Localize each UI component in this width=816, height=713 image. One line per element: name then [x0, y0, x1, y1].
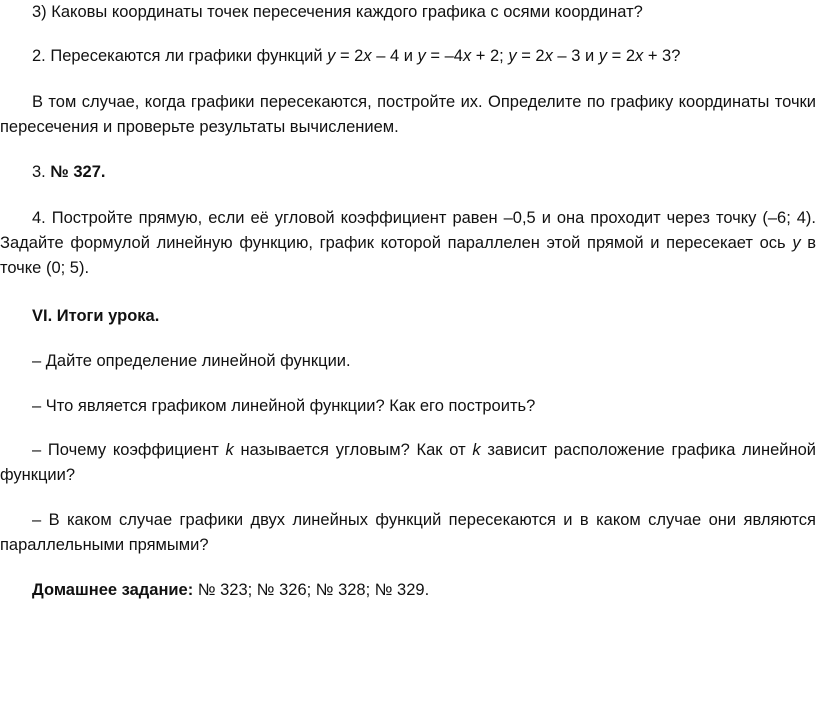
homework-line	[0, 578, 816, 603]
text-run: = 2	[335, 47, 364, 65]
italic-text-run: y	[417, 47, 426, 65]
italic-text-run: x	[462, 47, 472, 65]
text-run: в точке (0; 5).	[0, 234, 816, 277]
italic-text-run: x	[544, 47, 553, 65]
paragraph-text: – Что является графиком линейной функции? Как его построить?	[32, 397, 536, 415]
italic-text-run: x	[363, 47, 372, 65]
bold-text-run: Домашнее задание:	[32, 581, 194, 599]
bold-text-run: № 327.	[50, 163, 106, 181]
text-run: – 4 и	[371, 47, 418, 65]
paragraph-8	[0, 394, 816, 419]
text-run: = 2	[516, 47, 545, 65]
text-run: № 323; № 326; № 328; № 329.	[193, 581, 430, 599]
text-run: + 3?	[643, 47, 681, 65]
text-run: 2. Пересекаются ли графики функций	[32, 47, 328, 65]
italic-text-run: y	[327, 47, 336, 65]
italic-text-run: k	[225, 441, 234, 459]
italic-text-run: y	[792, 234, 801, 252]
text-run: = 2	[607, 47, 635, 65]
paragraph-9	[0, 438, 816, 488]
paragraph-3	[0, 90, 816, 140]
text-run: называется угловым? Как от	[233, 441, 473, 459]
text-run: зависит расположение графика линейной функции?	[0, 441, 816, 484]
paragraph-text: В том случае, когда графики пересекаются, постройте их. Определите по графику координаты точки пересечения и проверьте результаты вычислением.	[0, 93, 816, 136]
italic-text-run: k	[472, 441, 481, 459]
italic-text-run: y	[598, 47, 608, 65]
section-heading	[0, 304, 816, 329]
paragraph-1	[0, 0, 816, 25]
text-run: + 2;	[471, 47, 509, 65]
paragraph-text: 3) Каковы координаты точек пересечения каждого графика с осями координат?	[32, 3, 643, 21]
paragraph-4	[0, 160, 816, 185]
text-run: 3.	[32, 163, 51, 181]
paragraph-5	[0, 206, 816, 281]
text-run: 4. Постройте прямую, если её угловой коэффициент равен –0,5 и она проходит через точку (–6; 4). Задайте формулой линейную функцию, график которой параллелен этой прямой и пересекает ось	[0, 209, 816, 252]
italic-text-run: y	[508, 47, 517, 65]
text-run: = –4	[425, 47, 463, 65]
paragraph-7	[0, 349, 816, 374]
paragraph-text: – В каком случае графики двух линейных функций пересекаются и в каком случае они являются параллельными прямыми?	[0, 511, 816, 554]
paragraph-text: – Дайте определение линейной функции.	[32, 352, 351, 370]
text-run: – Почему коэффициент	[32, 441, 226, 459]
paragraph-10	[0, 508, 816, 558]
paragraph-2	[0, 44, 816, 69]
italic-text-run: x	[635, 47, 644, 65]
bold-text-run: VI. Итоги урока.	[32, 307, 160, 325]
text-run: – 3 и	[552, 47, 599, 65]
